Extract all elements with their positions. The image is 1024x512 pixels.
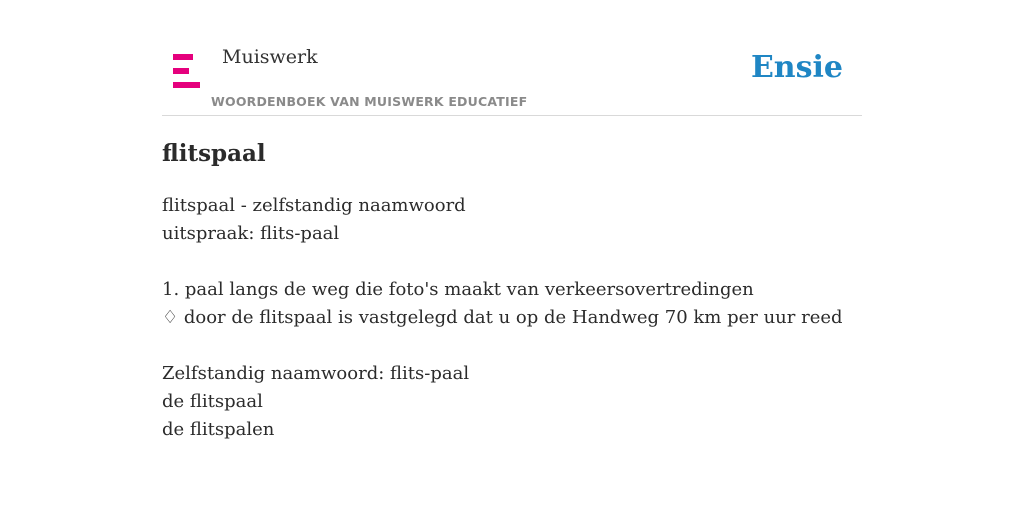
publisher-name[interactable]: Muiswerk [222, 46, 318, 68]
dictionary-name: WOORDENBOEK VAN MUISWERK EDUCATIEF [211, 94, 528, 109]
entry-definition [162, 192, 862, 444]
entry-line-blank [162, 332, 862, 360]
headword-title: flitspaal [162, 140, 266, 167]
header [162, 0, 862, 116]
logo-bar-top [173, 54, 193, 60]
entry-line-meaning: 1. paal langs de weg die foto's maakt van verkeersovertredingen [162, 279, 754, 300]
entry-line-grammar: Zelfstandig naamwoord: flits-paal [162, 363, 470, 384]
page-container [162, 0, 862, 512]
ensie-brand-logo[interactable]: Ensie [750, 50, 843, 85]
muiswerk-logo-icon[interactable] [173, 54, 200, 88]
entry-line-plural: de flitspalen [162, 419, 275, 440]
entry-line-pronunciation: uitspraak: flits-paal [162, 223, 340, 244]
entry-line-blank [162, 248, 862, 276]
logo-bar-middle [173, 68, 189, 74]
logo-bar-bottom [173, 82, 200, 88]
entry-line-example: ♢ door de flitspaal is vastgelegd dat u op de Handweg 70 km per uur reed [162, 307, 843, 328]
entry-line-word-type: flitspaal - zelfstandig naamwoord [162, 195, 466, 216]
entry-line-singular: de flitspaal [162, 391, 263, 412]
